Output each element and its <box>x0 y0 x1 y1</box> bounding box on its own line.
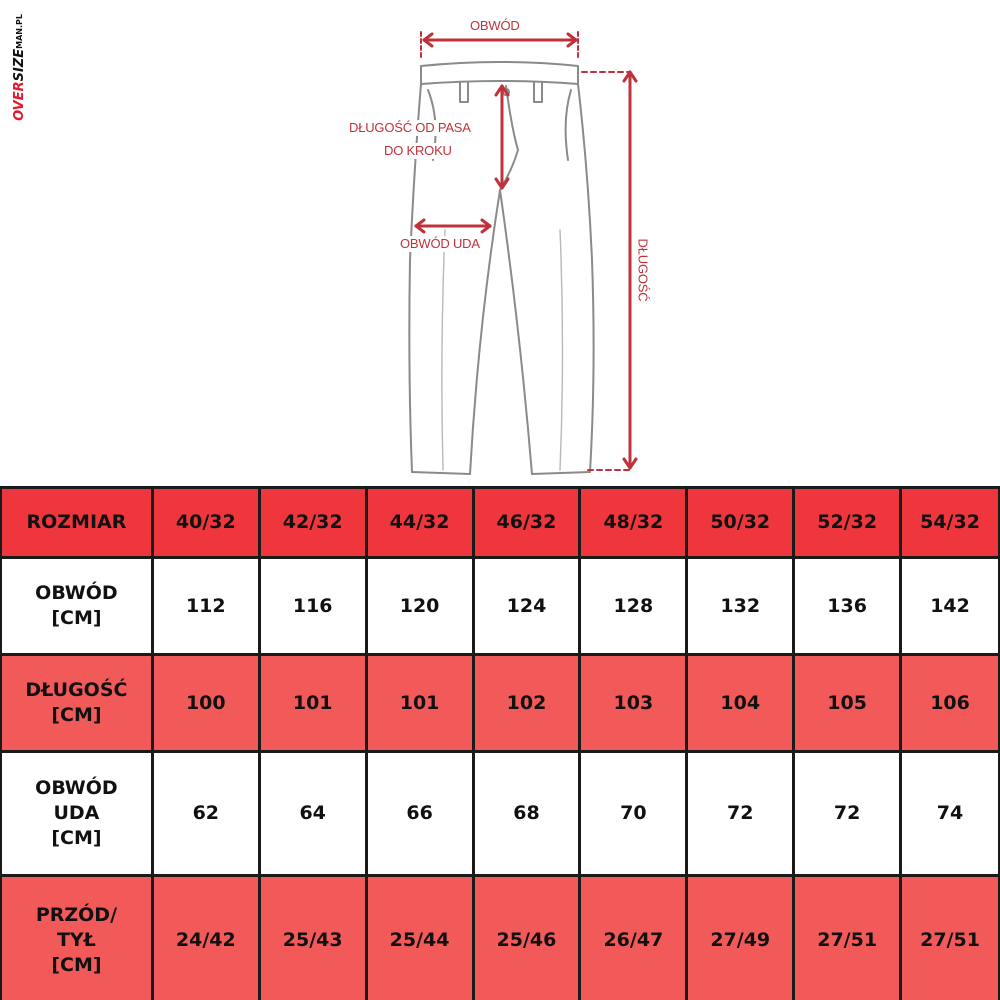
table-cell: 72 <box>795 753 902 874</box>
table-cell: 112 <box>154 559 261 653</box>
pants-measurement-diagram <box>0 0 1000 486</box>
table-cell: 124 <box>475 559 582 653</box>
table-cell: 25/43 <box>261 877 368 1000</box>
table-header-row <box>2 489 1000 559</box>
table-cell: 66 <box>368 753 475 874</box>
table-cell: 25/44 <box>368 877 475 1000</box>
pants-outline-icon <box>0 0 1000 486</box>
table-cell: 132 <box>688 559 795 653</box>
table-cell: 103 <box>581 656 688 750</box>
row-label-line: UDA <box>53 802 100 824</box>
table-row-front-back <box>2 877 1000 1000</box>
header-size: 50/32 <box>688 489 795 556</box>
row-label-line: DŁUGOŚĆ <box>25 679 128 701</box>
label-waist: OBWÓD <box>470 18 520 33</box>
table-row-length <box>2 656 1000 753</box>
row-label-line: OBWÓD <box>35 582 118 604</box>
table-cell: 128 <box>581 559 688 653</box>
row-label-line: [CM] <box>51 953 102 976</box>
table-cell: 26/47 <box>581 877 688 1000</box>
header-size: 54/32 <box>902 489 1000 556</box>
header-size: 48/32 <box>581 489 688 556</box>
table-cell: 25/46 <box>475 877 582 1000</box>
row-label <box>2 656 154 750</box>
label-length: DŁUGOŚĆ <box>635 238 651 302</box>
table-cell: 102 <box>475 656 582 750</box>
table-cell: 27/51 <box>795 877 902 1000</box>
table-cell: 74 <box>902 753 1000 874</box>
header-size: 46/32 <box>475 489 582 556</box>
label-thigh: OBWÓD UDA <box>400 236 480 251</box>
row-label-line: PRZÓD/ <box>35 903 118 926</box>
table-row-thigh <box>2 753 1000 877</box>
size-table <box>0 486 1000 1000</box>
table-cell: 101 <box>261 656 368 750</box>
table-cell: 104 <box>688 656 795 750</box>
header-label: ROZMIAR <box>2 489 154 556</box>
row-label-line: [CM] <box>51 704 102 726</box>
header-size: 44/32 <box>368 489 475 556</box>
row-label-line: [CM] <box>51 827 102 849</box>
table-row-waist <box>2 559 1000 656</box>
table-cell: 64 <box>261 753 368 874</box>
table-cell: 105 <box>795 656 902 750</box>
header-size: 42/32 <box>261 489 368 556</box>
table-cell: 136 <box>795 559 902 653</box>
table-cell: 142 <box>902 559 1000 653</box>
row-label <box>2 753 154 874</box>
row-label <box>2 559 154 653</box>
row-label <box>2 877 154 1000</box>
header-size: 52/32 <box>795 489 902 556</box>
table-cell: 120 <box>368 559 475 653</box>
row-label-line: OBWÓD <box>35 777 118 799</box>
table-cell: 27/51 <box>902 877 1000 1000</box>
table-cell: 24/42 <box>154 877 261 1000</box>
table-cell: 27/49 <box>688 877 795 1000</box>
row-label-line: TYŁ <box>56 928 96 951</box>
logo-part-size: SIZE <box>12 48 27 82</box>
row-label-line: [CM] <box>51 607 102 629</box>
table-cell: 101 <box>368 656 475 750</box>
table-cell: 100 <box>154 656 261 750</box>
header-size: 40/32 <box>154 489 261 556</box>
logo-part-domain: MAN.PL <box>15 14 24 49</box>
table-cell: 62 <box>154 753 261 874</box>
table-cell: 106 <box>902 656 1000 750</box>
table-cell: 70 <box>581 753 688 874</box>
logo-part-over: OVER <box>12 81 27 121</box>
table-cell: 72 <box>688 753 795 874</box>
label-rise-line2: DO KROKU <box>384 143 452 158</box>
table-cell: 116 <box>261 559 368 653</box>
label-rise-line1: DŁUGOŚĆ OD PASA <box>349 120 471 135</box>
table-cell: 68 <box>475 753 582 874</box>
